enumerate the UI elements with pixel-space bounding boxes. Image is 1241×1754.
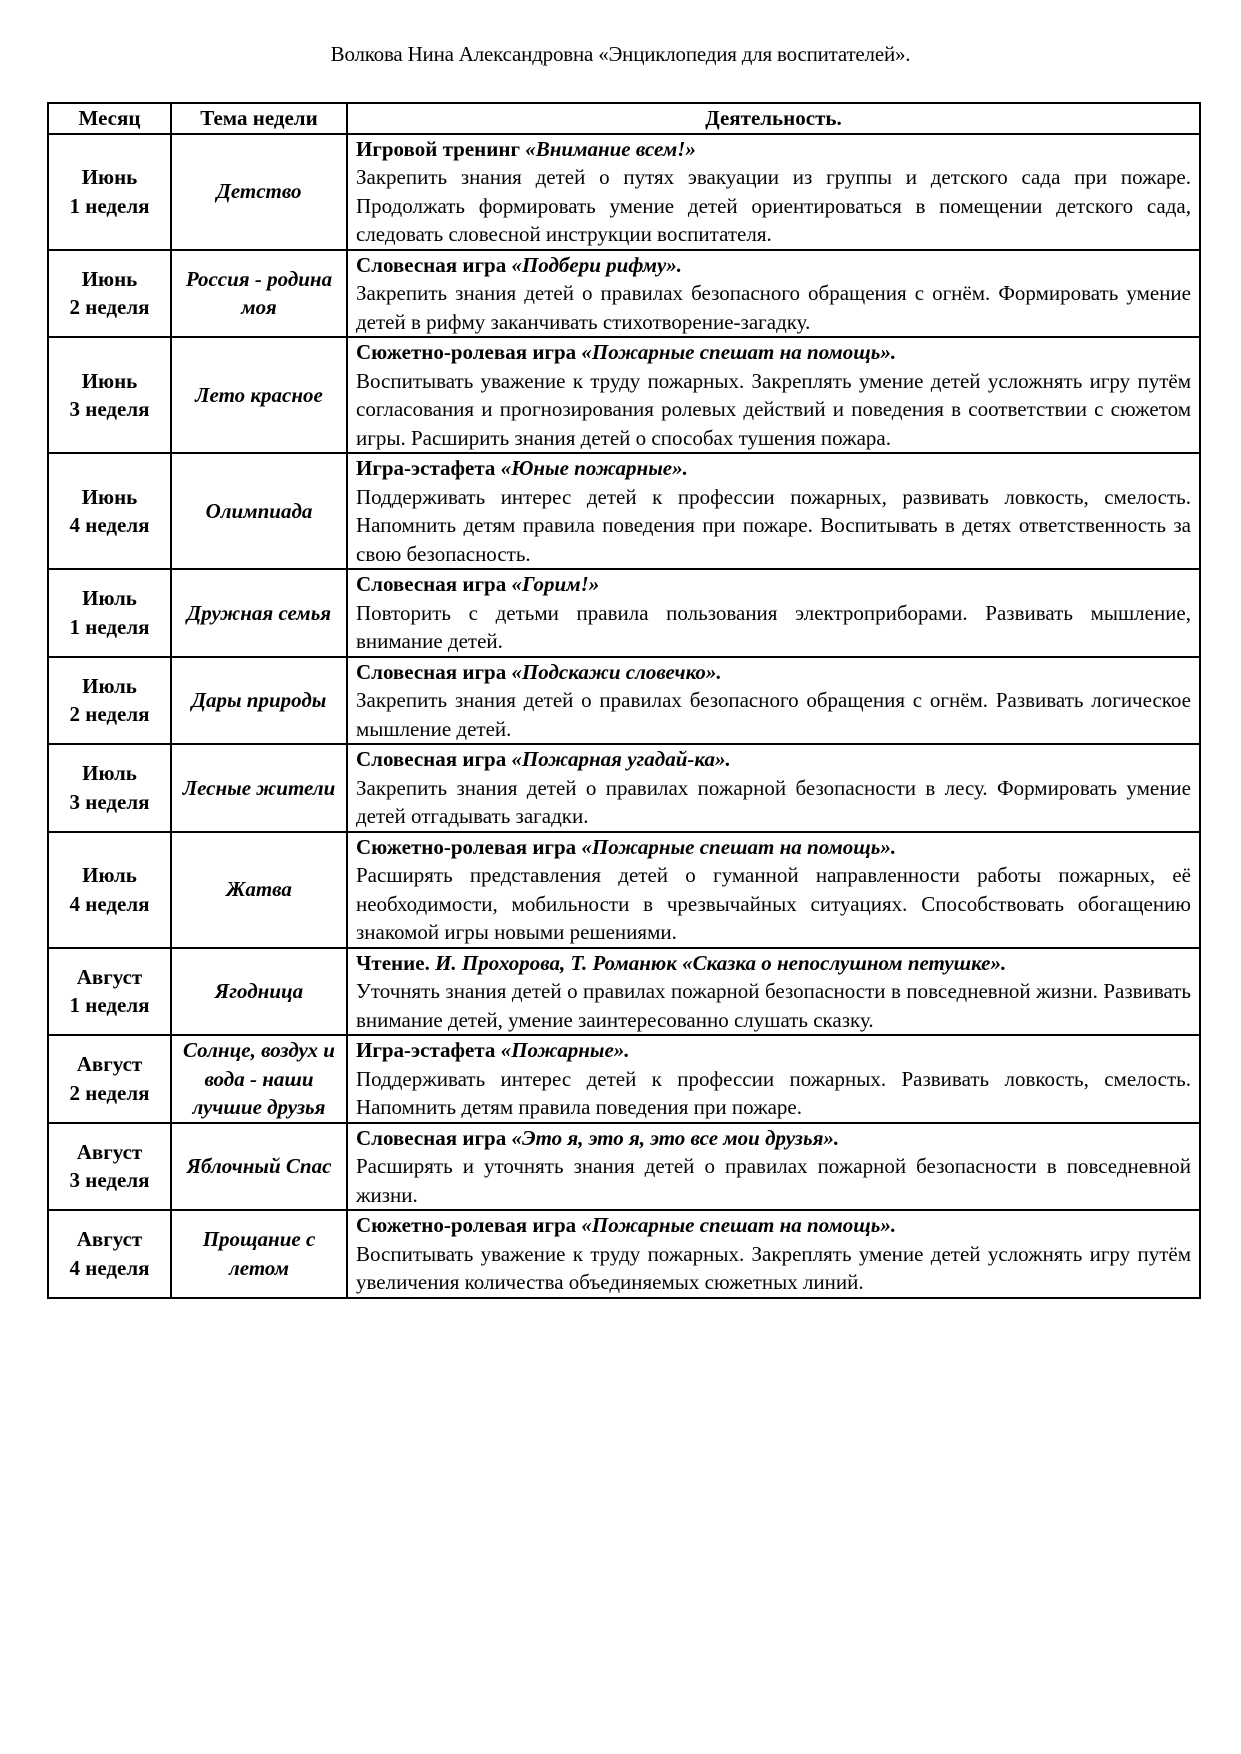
week-theme: Детство — [171, 134, 347, 250]
week-number: 3 неделя — [69, 397, 150, 421]
week-theme: Жатва — [171, 832, 347, 948]
table-header-row — [48, 103, 1200, 134]
month-cell — [48, 337, 171, 453]
week-theme: Дары природы — [171, 657, 347, 745]
activity-description: Закрепить знания детей о правилах безопасного обращения с огнём. Формировать умение детей в рифму заканчивать стихотворение-загадку. — [356, 281, 1191, 334]
activity-cell — [347, 744, 1200, 832]
table-row — [48, 832, 1200, 948]
week-number: 1 неделя — [69, 993, 150, 1018]
week-number: 4 неделя — [69, 513, 150, 537]
activity-title — [356, 454, 1191, 483]
month-cell — [48, 569, 171, 657]
activity-type: Словесная игра — [356, 572, 512, 596]
activity-name: «Это я, это я, это все мои друзья». — [511, 1125, 840, 1150]
month-cell — [48, 250, 171, 338]
week-theme: Яблочный Спас — [171, 1123, 347, 1211]
activity-description: Поддерживать интерес детей к профессии пожарных. Развивать ловкость, смелость. Напомнить детям правила поведения при пожаре. — [356, 1066, 1191, 1119]
activity-name: «Пожарные спешат на помощь». — [581, 340, 897, 364]
month-name: Август — [76, 1052, 143, 1077]
month-name: Июль — [82, 761, 137, 786]
month-name: Август — [76, 1227, 143, 1252]
month-name: Июль — [82, 586, 137, 611]
month-cell — [48, 657, 171, 745]
activity-name: «Подбери рифму». — [511, 252, 683, 277]
week-theme: Олимпиада — [171, 453, 347, 569]
week-number: 2 неделя — [69, 702, 150, 727]
activity-type: Игра-эстафета — [356, 1038, 501, 1062]
header-month: Месяц — [48, 103, 171, 134]
month-cell — [48, 948, 171, 1036]
activity-type: Словесная игра — [356, 252, 512, 277]
week-number: 4 неделя — [69, 1255, 150, 1280]
week-theme: Россия - родина моя — [171, 250, 347, 338]
week-theme: Ягодница — [171, 948, 347, 1036]
activity-cell — [347, 569, 1200, 657]
table-row — [48, 1035, 1200, 1123]
activity-name: «Внимание всем!» — [525, 136, 696, 161]
week-theme: Дружная семья — [171, 569, 347, 657]
activity-name: «Пожарные спешат на помощь». — [581, 1213, 897, 1237]
month-name: Июль — [82, 863, 137, 887]
activity-title — [356, 1036, 1191, 1065]
activity-description: Уточнять знания детей о правилах пожарной безопасности в повседневной жизни. Развивать внимание детей, умение заинтересованно слушать сказку. — [356, 979, 1191, 1032]
month-name: Август — [76, 964, 143, 989]
week-number: 2 неделя — [69, 295, 150, 320]
month-name: Июль — [82, 673, 137, 698]
activity-description: Закрепить знания детей о правилах пожарной безопасности в лесу. Формировать умение детей отгадывать загадки. — [356, 775, 1191, 828]
activity-name: «Юные пожарные». — [500, 456, 688, 480]
page-title: Волкова Нина Александровна «Энциклопедия для воспитателей». — [330, 42, 911, 66]
week-theme: Прощание с летом — [171, 1210, 347, 1298]
activity-type: Игра-эстафета — [356, 456, 501, 480]
activity-cell — [347, 453, 1200, 569]
table-row — [48, 657, 1200, 745]
week-theme: Лесные жители — [171, 744, 347, 832]
activity-description: Воспитывать уважение к труду пожарных. Закреплять умение детей усложнять игру путём увеличения количества объединяемых сюжетных линий. — [356, 1241, 1191, 1294]
activity-cell — [347, 134, 1200, 250]
activity-title — [356, 745, 1191, 774]
activity-title — [356, 338, 1191, 367]
activity-title — [356, 1211, 1191, 1240]
activity-name: «Пожарные». — [500, 1038, 630, 1062]
month-cell — [48, 744, 171, 832]
activity-plan-table — [47, 102, 1201, 1299]
month-cell — [48, 453, 171, 569]
activity-type: Сюжетно-ролевая игра — [356, 834, 582, 859]
month-cell — [48, 1123, 171, 1211]
activity-description: Расширять представления детей о гуманной направленности работы пожарных, её необходимости, мобильности в чрезвычайных ситуациях. Способствовать обогащению знакомой игры новыми решениями. — [356, 863, 1191, 944]
week-number: 1 неделя — [69, 193, 150, 218]
activity-description: Повторить с детьми правила пользования электроприборами. Развивать мышление, внимание детей. — [356, 600, 1191, 653]
month-name: Август — [76, 1139, 143, 1164]
activity-title — [356, 570, 1191, 599]
activity-description: Расширять и уточнять знания детей о правилах пожарной безопасности в повседневной жизни. — [356, 1154, 1191, 1207]
activity-type: Словесная игра — [356, 659, 512, 684]
table-row — [48, 744, 1200, 832]
activity-title — [356, 1124, 1191, 1153]
activity-title — [356, 658, 1191, 687]
month-name: Июнь — [81, 165, 138, 189]
month-name: Июнь — [81, 484, 138, 509]
activity-name: И. Прохорова, Т. Романюк «Сказка о непослушном петушке». — [435, 950, 1007, 975]
month-cell — [48, 1035, 171, 1123]
activity-type: Сюжетно-ролевая игра — [356, 340, 582, 364]
activity-type: Игровой тренинг — [356, 136, 526, 161]
table-row — [48, 948, 1200, 1036]
activity-type: Чтение. — [356, 950, 436, 975]
activity-cell — [347, 832, 1200, 948]
week-number: 3 неделя — [69, 1168, 150, 1193]
activity-cell — [347, 1210, 1200, 1298]
table-row — [48, 453, 1200, 569]
week-theme: Солнце, воздух и вода - наши лучшие друзья — [171, 1035, 347, 1123]
activity-title — [356, 251, 1191, 280]
activity-type: Словесная игра — [356, 1125, 512, 1150]
activity-name: «Пожарные спешат на помощь». — [581, 834, 897, 859]
month-cell — [48, 1210, 171, 1298]
table-row — [48, 1123, 1200, 1211]
activity-type: Сюжетно-ролевая игра — [356, 1213, 582, 1237]
activity-description: Воспитывать уважение к труду пожарных. Закреплять умение детей усложнять игру путём согласования и прогнозирования ролевых действий и поведения в соответствии с сюжетом игры. Расширить знания детей о способах тушения пожара. — [356, 368, 1191, 450]
week-number: 1 неделя — [69, 614, 150, 639]
activity-cell — [347, 1123, 1200, 1211]
header-activity: Деятельность. — [347, 103, 1200, 134]
week-number: 2 неделя — [69, 1080, 150, 1105]
month-name: Июнь — [81, 368, 138, 393]
activity-cell — [347, 1035, 1200, 1123]
week-number: 4 неделя — [69, 891, 150, 916]
activity-name: «Пожарная угадай-ка». — [511, 747, 731, 771]
activity-description: Закрепить знания детей о правилах безопасного обращения с огнём. Развивать логическое мышление детей. — [356, 688, 1191, 741]
activity-name: «Подскажи словечко». — [511, 659, 722, 684]
activity-cell — [347, 657, 1200, 745]
table-row — [48, 1210, 1200, 1298]
activity-title — [356, 949, 1191, 978]
table-row — [48, 569, 1200, 657]
month-name: Июнь — [81, 266, 138, 291]
table-row — [48, 337, 1200, 453]
week-theme: Лето красное — [171, 337, 347, 453]
month-cell — [48, 134, 171, 250]
activity-title — [356, 833, 1191, 862]
week-number: 3 неделя — [69, 789, 150, 814]
activity-name: «Горим!» — [511, 572, 600, 596]
header-theme: Тема недели — [171, 103, 347, 134]
activity-cell — [347, 948, 1200, 1036]
activity-description: Закрепить знания детей о путях эвакуации из группы и детского сада при пожаре. Продолжать формировать умение детей ориентироваться в помещении детского сада, следовать словесной инструкции воспитателя. — [356, 165, 1191, 246]
table-row — [48, 250, 1200, 338]
activity-description: Поддерживать интерес детей к профессии пожарных, развивать ловкость, смелость. Напомнить детям правила поведения при пожаре. Воспитывать в детях ответственность за свою безопасность. — [356, 484, 1191, 566]
activity-cell — [347, 337, 1200, 453]
table-row — [48, 134, 1200, 250]
month-cell — [48, 832, 171, 948]
table-body — [48, 134, 1200, 1298]
activity-type: Словесная игра — [356, 747, 512, 771]
activity-title — [356, 135, 1191, 164]
activity-cell — [347, 250, 1200, 338]
